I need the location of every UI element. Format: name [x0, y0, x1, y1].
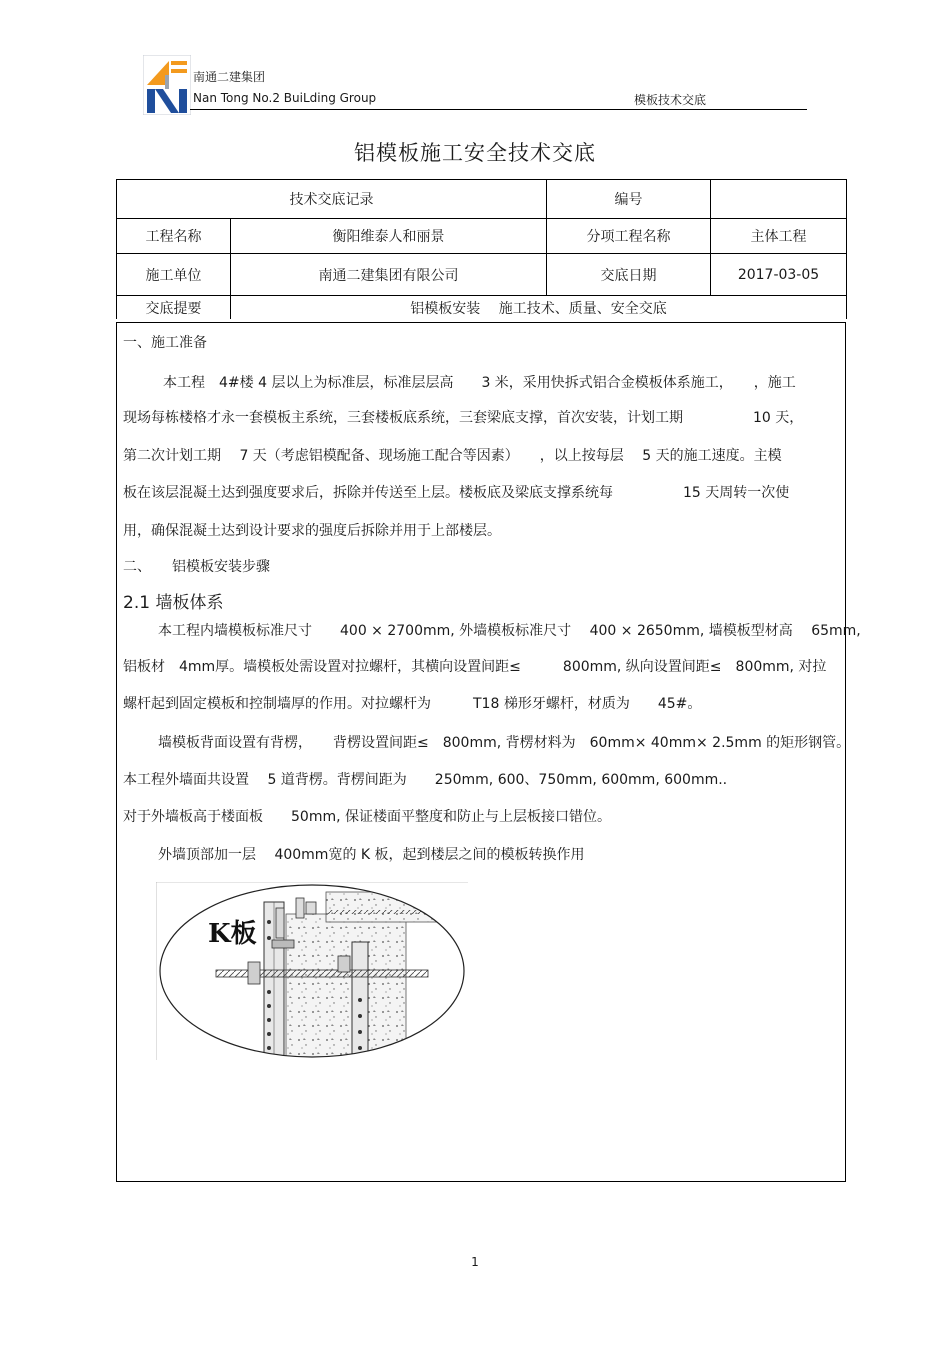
section1-line: 现场每栋楼格才永一套模板主系统，三套楼板底系统，三套梁底支撑，首次安装，计划工期 10 天， — [123, 410, 804, 426]
info-table — [116, 179, 847, 319]
wall-para-line: 本工程内墙模板标准尺寸 400 × 2700mm, 外墙模板标准尺寸 400 × 2650mm, 墙模板型材高 65mm, — [158, 623, 861, 639]
header-divider — [190, 109, 807, 110]
company-name-en: Nan Tong No.2 BuiLding Group — [193, 91, 377, 105]
back-para-line: 墙模板背面设置有背楞， 背楞设置间距≤ 800mm, 背楞材料为 60mm× 40mm× 2.5mm 的矩形钢管。 — [158, 735, 851, 751]
back-para-line: 对于外墙板高于楼面板 50mm, 保证楼面平整度和防止与上层板接口错位。 — [123, 809, 611, 825]
unit-label: 施工单位 — [117, 254, 231, 296]
date-label: 交底日期 — [547, 254, 711, 296]
subsection-heading: 2.1 墙板体系 — [123, 593, 224, 613]
back-para-line: 本工程外墙面共设置 5 道背楞。背楞间距为 250mm, 600、750mm, 600mm, 600mm.. — [123, 772, 728, 788]
section2-heading: 二、 铝模板安装步骤 — [123, 559, 270, 575]
company-logo — [143, 55, 191, 115]
project-name-value: 衡阳维泰人和丽景 — [231, 219, 547, 254]
sub-project-value: 主体工程 — [711, 219, 847, 254]
section1-line: 第二次计划工期 7 天（考虑铝模配备、现场施工配合等因素） ，以上按每层 5 天的施工速度。主模 — [123, 448, 782, 464]
summary-value: 铝模板安装 施工技术、质量、安全交底 — [231, 296, 847, 320]
back-para-line: 外墙顶部加一层 400mm宽的 K 板，起到楼层之间的模板转换作用 — [158, 847, 585, 863]
sub-project-label: 分项工程名称 — [547, 219, 711, 254]
company-name-cn: 南通二建集团 — [193, 70, 266, 84]
section1-line: 本工程 4#楼 4 层以上为标准层，标准层层高 3 米，采用快拆式铝合金模板体系施工， ，施工 — [163, 375, 796, 391]
page-number: 1 — [471, 1255, 479, 1269]
document-type: 模板技术交底 — [634, 93, 707, 107]
project-name-label: 工程名称 — [117, 219, 231, 254]
date-value: 2017-03-05 — [711, 254, 847, 296]
number-value — [711, 180, 847, 219]
k-panel-label: K板 — [208, 919, 257, 949]
wall-para-line: 螺杆起到固定模板和控制墙厚的作用。对拉螺杆为 T18 梯形牙螺杆，材质为 45#。 — [123, 696, 702, 712]
section1-line: 用，确保混凝土达到设计要求的强度后拆除并用于上部楼层。 — [123, 523, 501, 539]
unit-value: 南通二建集团有限公司 — [231, 254, 547, 296]
record-label: 技术交底记录 — [117, 180, 547, 219]
section1-line: 板在该层混凝土达到强度要求后，拆除并传送至上层。楼板底及梁底支撑系统每 15 天周转一次使 — [123, 485, 790, 501]
document-title: 铝模板施工安全技术交底 — [354, 141, 596, 165]
wall-para-line: 铝板材 4mm厚。墙模板处需设置对拉螺杆，其横向设置间距≤ 800mm, 纵向设置间距≤ 800mm, 对拉 — [123, 659, 827, 675]
summary-label: 交底提要 — [117, 296, 231, 320]
number-label: 编号 — [547, 180, 711, 219]
section1-heading: 一、施工准备 — [123, 335, 207, 351]
k-panel-diagram — [156, 882, 468, 1060]
